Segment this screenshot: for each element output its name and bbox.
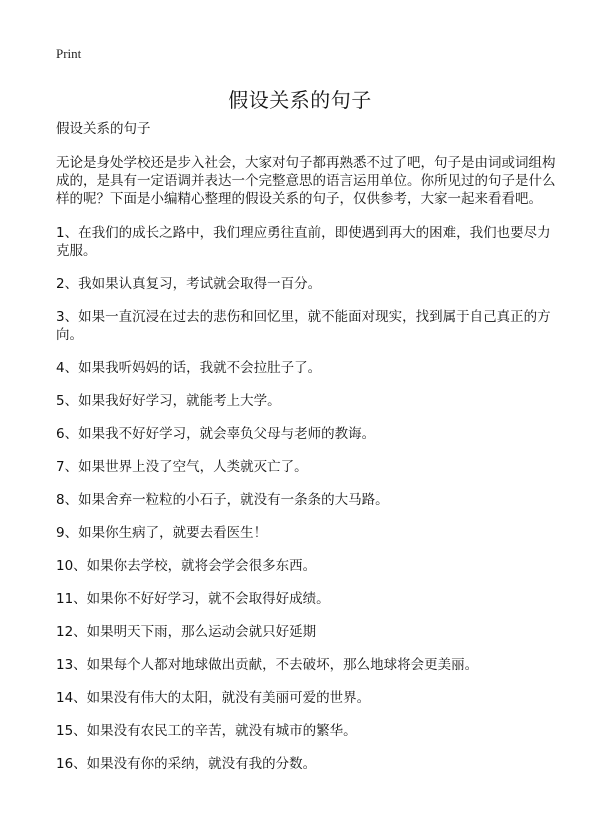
list-item: 7、如果世界上没了空气，人类就灭亡了。 <box>56 459 308 475</box>
document-body <box>56 120 556 788</box>
list-item: 10、如果你去学校，就将会学会很多东西。 <box>56 558 317 574</box>
list-item: 12、如果明天下雨，那么运动会就只好延期 <box>56 624 317 640</box>
list-item: 16、如果没有你的采纳，就没有我的分数。 <box>56 756 317 772</box>
list-item: 8、如果舍弃一粒粒的小石子，就没有一条条的大马路。 <box>56 492 389 508</box>
intro-paragraph: 无论是身处学校还是步入社会，大家对句子都再熟悉不过了吧，句子是由词或词组构成的，是具有一定语调并表达一个完整意思的语言运用单位。你所见过的句子是什么样的呢？下面是小编精心整理的假设关系的句子，仅供参考，大家一起来看看吧。 <box>56 155 556 207</box>
document-title: 假设关系的句子 <box>228 88 372 112</box>
list-item: 2、我如果认真复习，考试就会取得一百分。 <box>56 276 322 292</box>
list-item: 5、如果我好好学习，就能考上大学。 <box>56 393 281 409</box>
list-item: 6、如果我不好好学习，就会辜负父母与老师的教诲。 <box>56 426 376 442</box>
list-item: 9、如果你生病了，就要去看医生！ <box>56 525 268 541</box>
list-item: 13、如果每个人都对地球做出贡献，不去破坏，那么地球将会更美丽。 <box>56 657 479 673</box>
list-item: 14、如果没有伟大的太阳，就没有美丽可爱的世界。 <box>56 690 371 706</box>
document-subtitle: 假设关系的句子 <box>56 121 151 137</box>
list-item: 4、如果我听妈妈的话，我就不会拉肚子了。 <box>56 360 322 376</box>
list-item: 11、如果你不好好学习，就不会取得好成绩。 <box>56 591 330 607</box>
list-item: 1、在我们的成长之路中，我们理应勇往直前，即使遇到再大的困难，我们也要尽力克服。 <box>56 225 551 259</box>
list-item: 15、如果没有农民工的辛苦，就没有城市的繁华。 <box>56 723 357 739</box>
print-link[interactable]: Print <box>56 46 82 61</box>
list-item: 3、如果一直沉浸在过去的悲伤和回忆里，就不能面对现实，找到属于自己真正的方向。 <box>56 309 551 343</box>
